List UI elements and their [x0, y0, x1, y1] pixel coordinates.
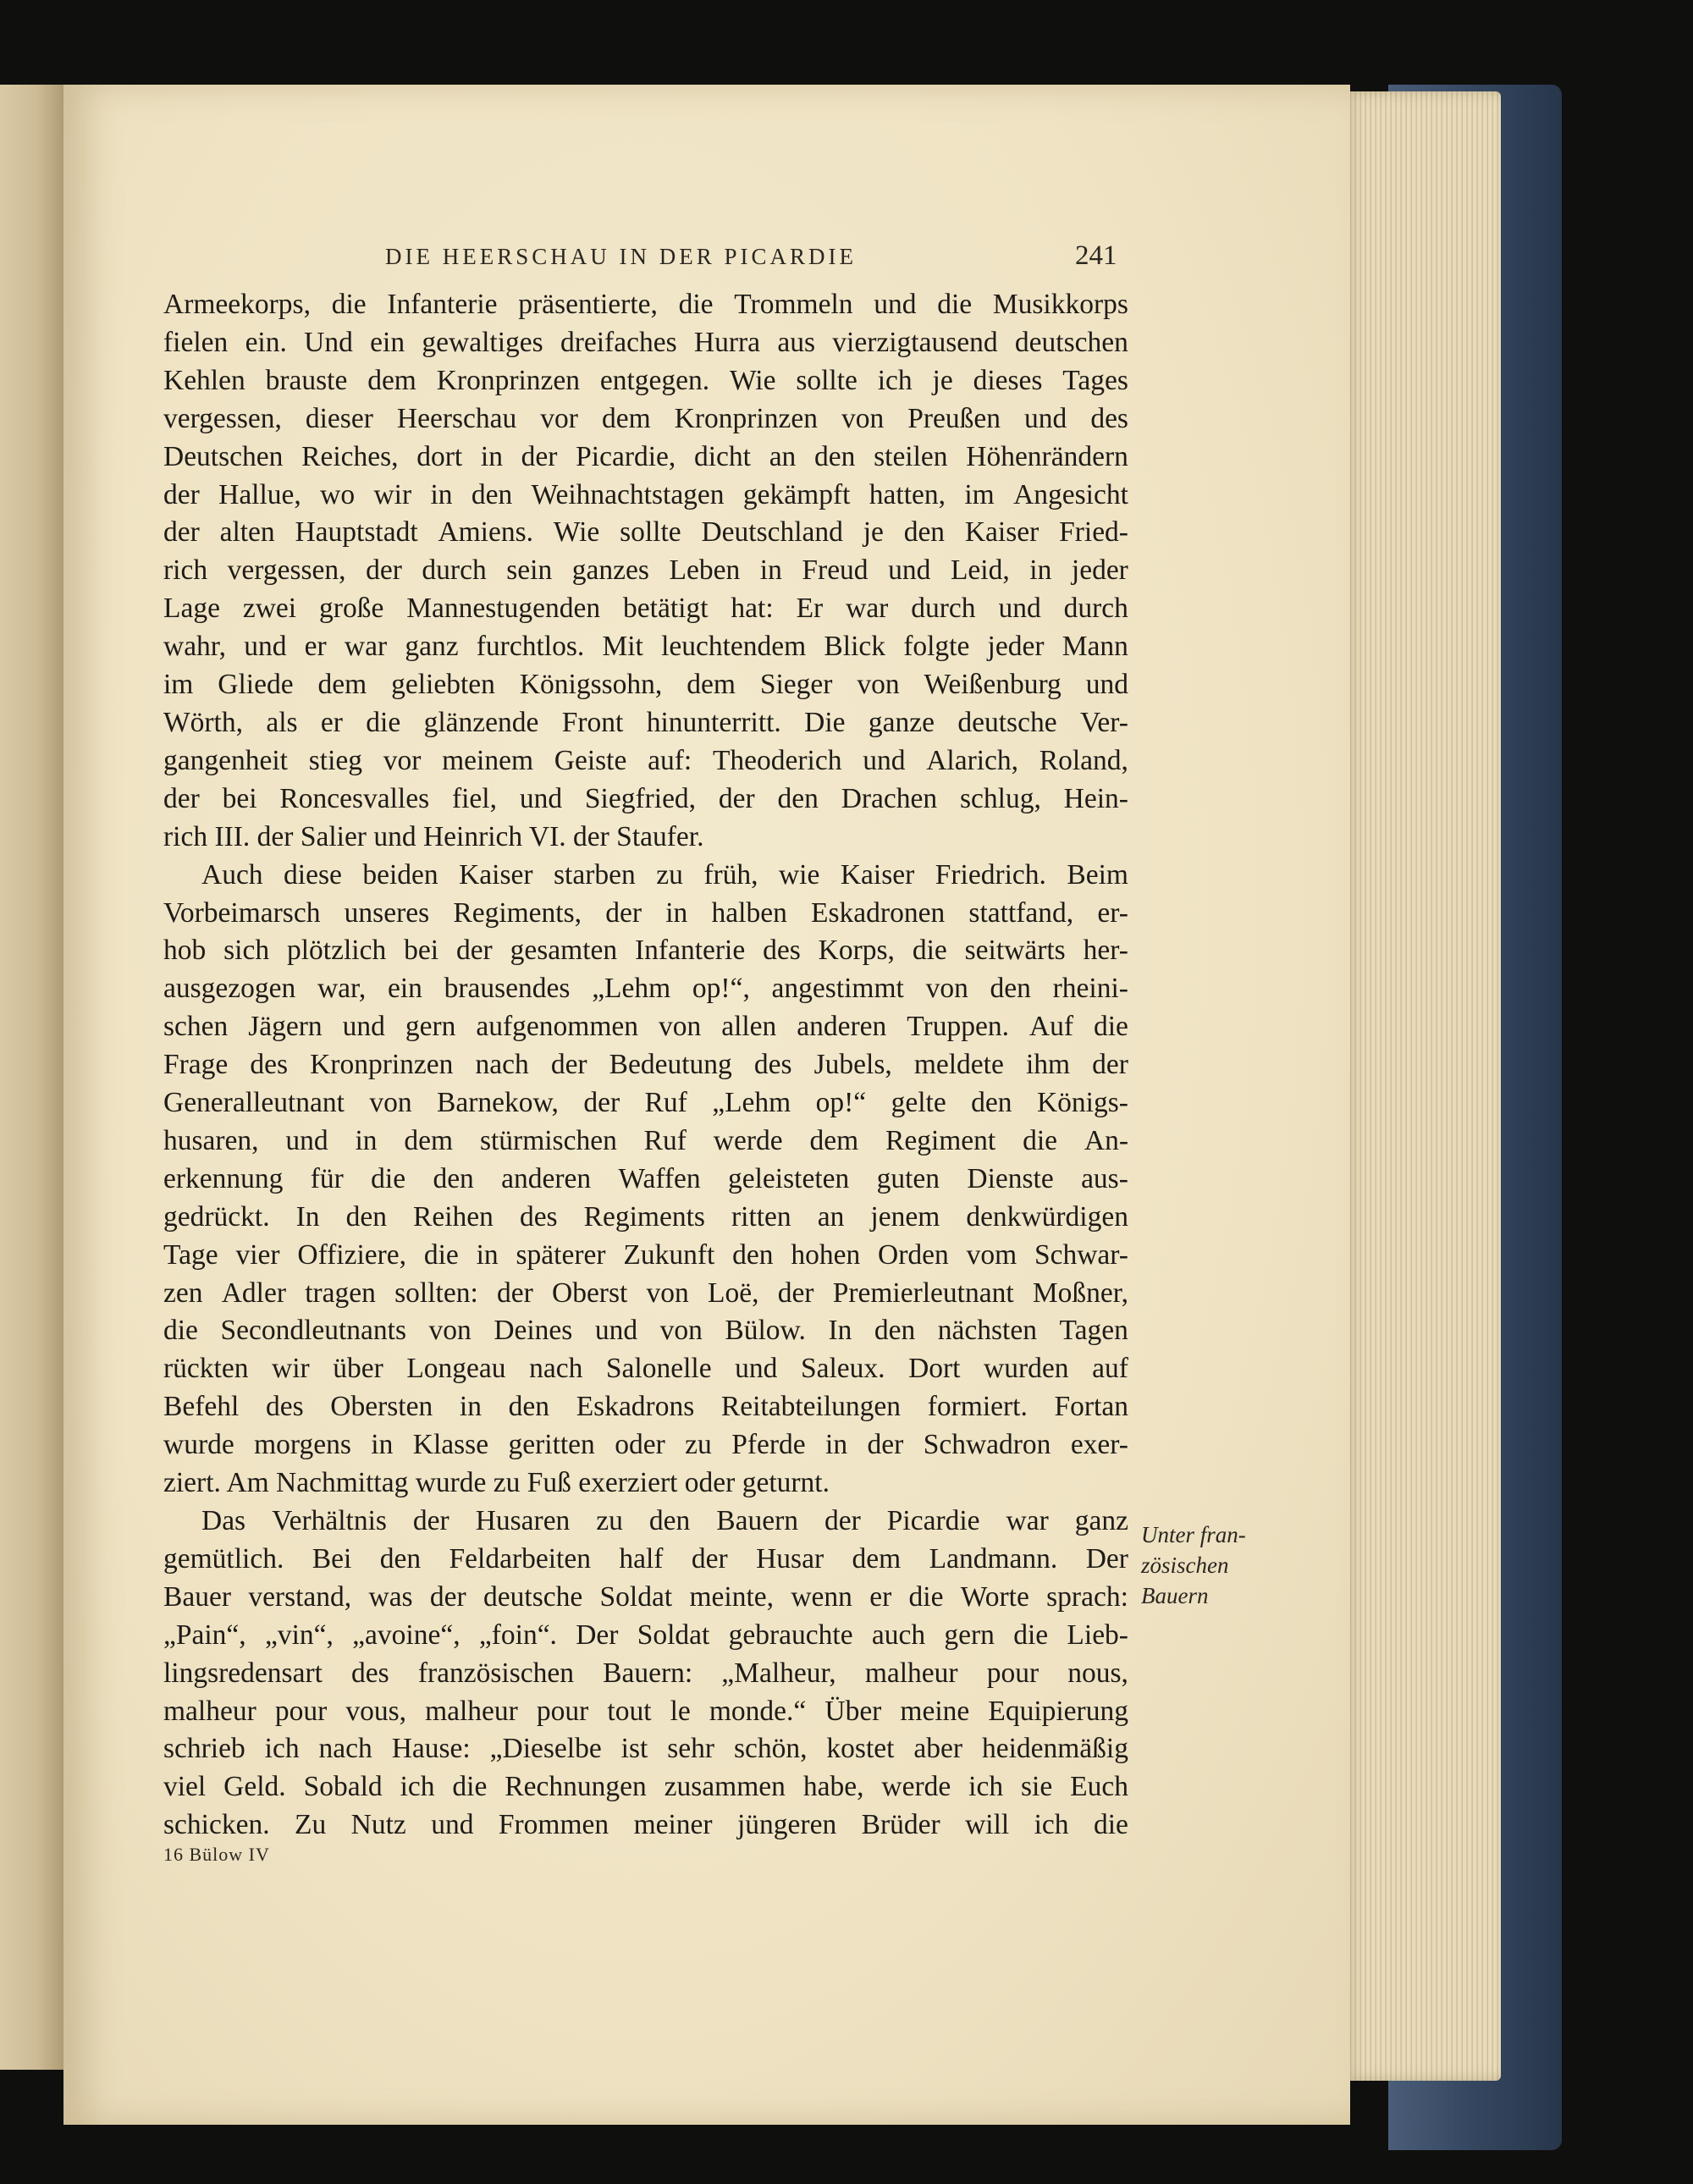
margin-note	[1141, 1519, 1268, 1611]
text-line: im Gliede dem geliebten Königssohn, dem Sieger von Weißenburg und	[163, 669, 1128, 701]
text-line: Das Verhältnis der Husaren zu den Bauern der Picardie war ganz	[201, 1505, 1128, 1536]
text-line: rückten wir über Longeau nach Salonelle und Saleux. Dort wurden auf	[163, 1353, 1128, 1385]
text-line: hob sich plötzlich bei der gesamten Infanterie des Korps, die seitwärts her-	[163, 935, 1128, 967]
text-line: die Secondleutnants von Deines und von Bülow. In den nächsten Tagen	[163, 1315, 1128, 1347]
text-line: wurde morgens in Klasse geritten oder zu Pferde in der Schwadron exer-	[163, 1429, 1128, 1461]
printer-signature: 16 Bülow IV	[163, 1844, 270, 1865]
text-line: ziert. Am Nachmittag wurde zu Fuß exerziert oder geturnt.	[163, 1467, 830, 1499]
text-line: Deutschen Reiches, dort in der Picardie, dicht an den steilen Höhenrändern	[163, 440, 1128, 472]
text-line: ausgezogen war, ein brausendes „Lehm op!“, angestimmt von den rheini-	[163, 973, 1128, 1005]
text-line: Bauer verstand, was der deutsche Soldat meinte, wenn er die Worte sprach:	[163, 1580, 1128, 1613]
text-line: husaren, und in dem stürmischen Ruf werde dem Regiment die An-	[163, 1124, 1128, 1156]
text-line: viel Geld. Sobald ich die Rechnungen zusammen habe, werde ich sie Euch	[163, 1771, 1128, 1803]
left-page-edge	[0, 85, 68, 2070]
text-line: erkennung für die den anderen Waffen geleisteten guten Dienste aus-	[163, 1162, 1128, 1194]
text-line: Armeekorps, die Infanterie präsentierte, die Trommeln und die Musikkorps	[163, 289, 1128, 320]
text-line: fielen ein. Und ein gewaltiges dreifaches Hurra aus vierzigtausend deutschen	[163, 326, 1128, 358]
margin-note-line: zösischen	[1141, 1553, 1229, 1578]
text-line: lingsredensart des französischen Bauern: „Malheur, malheur pour nous,	[163, 1657, 1128, 1689]
text-line: schicken. Zu Nutz und Frommen meiner jüngeren Brüder will ich die	[163, 1809, 1128, 1841]
text-line: vergessen, dieser Heerschau vor dem Kronprinzen von Preußen und des	[163, 402, 1128, 434]
text-line: der alten Hauptstadt Amiens. Wie sollte Deutschland je den Kaiser Fried-	[163, 516, 1128, 549]
text-line: der Hallue, wo wir in den Weihnachtstagen gekämpft hatten, im Angesicht	[163, 478, 1128, 510]
text-line: Befehl des Obersten in den Eskadrons Reitabteilungen formiert. Fortan	[163, 1391, 1128, 1423]
text-line: Lage zwei große Mannestugenden betätigt hat: Er war durch und durch	[163, 593, 1128, 625]
page-block-edges	[1342, 91, 1501, 2081]
text-line: schrieb ich nach Hause: „Dieselbe ist sehr schön, kostet aber heidenmäßig	[163, 1733, 1128, 1765]
text-line: Kehlen brauste dem Kronprinzen entgegen. Wie sollte ich je dieses Tages	[163, 364, 1128, 396]
page-number: 241	[1075, 240, 1117, 271]
text-line: rich III. der Salier und Heinrich VI. der Staufer.	[163, 820, 704, 852]
margin-note-line: Unter fran-	[1141, 1522, 1246, 1547]
text-line: Auch diese beiden Kaiser starben zu früh, wie Kaiser Friedrich. Beim	[201, 858, 1128, 891]
text-line: Tage vier Offiziere, die in späterer Zukunft den hohen Orden vom Schwar-	[163, 1238, 1128, 1271]
text-line: zen Adler tragen sollten: der Oberst von Loë, der Premierleutnant Moßner,	[163, 1277, 1128, 1309]
text-line: gemütlich. Bei den Feldarbeiten half der Husar dem Landmann. Der	[163, 1542, 1128, 1575]
body-text	[163, 286, 1128, 1845]
text-line: gangenheit stieg vor meinem Geiste auf: Theoderich und Alarich, Roland,	[163, 744, 1128, 776]
text-line: wahr, und er war ganz furchtlos. Mit leuchtendem Blick folgte jeder Mann	[163, 631, 1128, 663]
text-line: schen Jägern und gern aufgenommen von allen anderen Truppen. Auf die	[163, 1011, 1128, 1043]
margin-note-line: Bauern	[1141, 1583, 1209, 1608]
text-line: malheur pour vous, malheur pour tout le monde.“ Über meine Equipierung	[163, 1695, 1128, 1727]
text-line: Frage des Kronprinzen nach der Bedeutung des Jubels, meldete ihm der	[163, 1049, 1128, 1081]
text-line: Wörth, als er die glänzende Front hinunterritt. Die ganze deutsche Ver-	[163, 706, 1128, 738]
text-line: der bei Roncesvalles fiel, und Siegfried, der den Drachen schlug, Hein-	[163, 782, 1128, 814]
text-line: gedrückt. In den Reihen des Regiments ritten an jenem denkwürdigen	[163, 1200, 1128, 1233]
text-line: Generalleutnant von Barnekow, der Ruf „Lehm op!“ gelte den Königs-	[163, 1087, 1128, 1119]
running-title: DIE HEERSCHAU IN DER PICARDIE	[385, 244, 857, 269]
text-line: rich vergessen, der durch sein ganzes Leben in Freud und Leid, in jeder	[163, 554, 1128, 587]
text-line: „Pain“, „vin“, „avoine“, „foin“. Der Soldat gebrauchte auch gern die Lieb-	[163, 1619, 1128, 1651]
text-line: Vorbeimarsch unseres Regiments, der in halben Eskadronen stattfand, er-	[163, 896, 1128, 929]
